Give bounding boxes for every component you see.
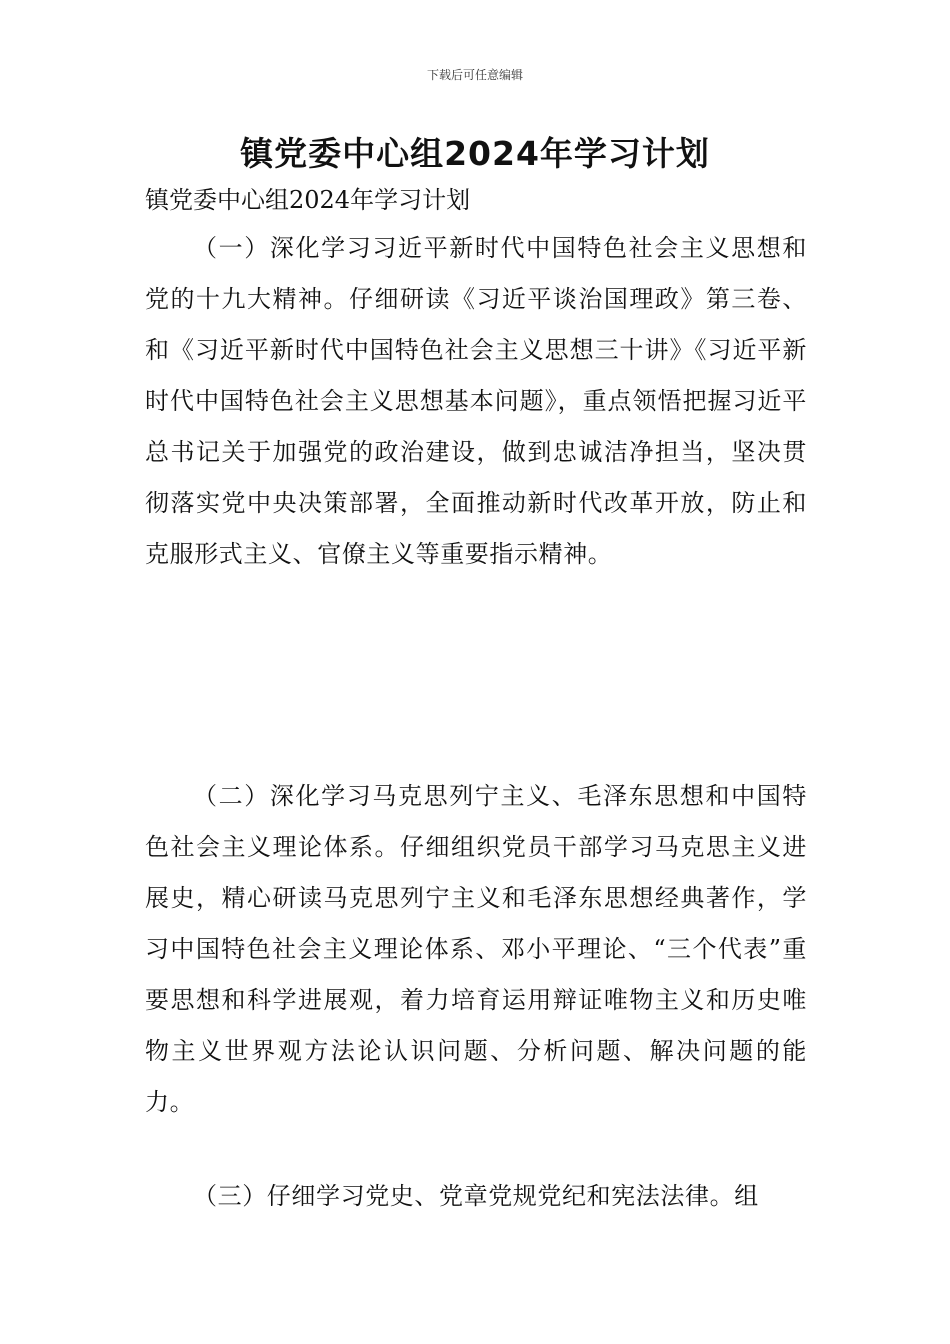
document-title: 镇党委中心组2024年学习计划 [240, 134, 710, 173]
header-note: 下载后可任意编辑 [426, 68, 523, 82]
paragraph-3: （三）仔细学习党史、党章党规党纪和宪法法律。组 [193, 1182, 759, 1210]
paragraph-2: （二）深化学习马克思列宁主义、毛泽东思想和中国特色社会主义理论体系。仔细组织党员干部学习马克思主义进展史，精心研读马克思列宁主义和毛泽东思想经典著作，学习中国特色社会主义理论体系、邓小平理论、“三个代表”重要思想和科学进展观，着力培育运用辩证唯物主义和历史唯物主义世界观方法论认识问题、分析问题、解决问题的能力。 [145, 782, 807, 1116]
paragraph-1: （一）深化学习习近平新时代中国特色社会主义思想和党的十九大精神。仔细研读《习近平谈治国理政》第三卷、和《习近平新时代中国特色社会主义思想三十讲》《习近平新时代中国特色社会主义思想基本问题》，重点领悟把握习近平总书记关于加强党的政治建设，做到忠诚洁净担当，坚决贯彻落实党中央决策部署，全面推动新时代改革开放，防止和克服形式主义、官僚主义等重要指示精神。 [145, 234, 807, 568]
document-subtitle: 镇党委中心组2024年学习计划 [145, 186, 471, 214]
